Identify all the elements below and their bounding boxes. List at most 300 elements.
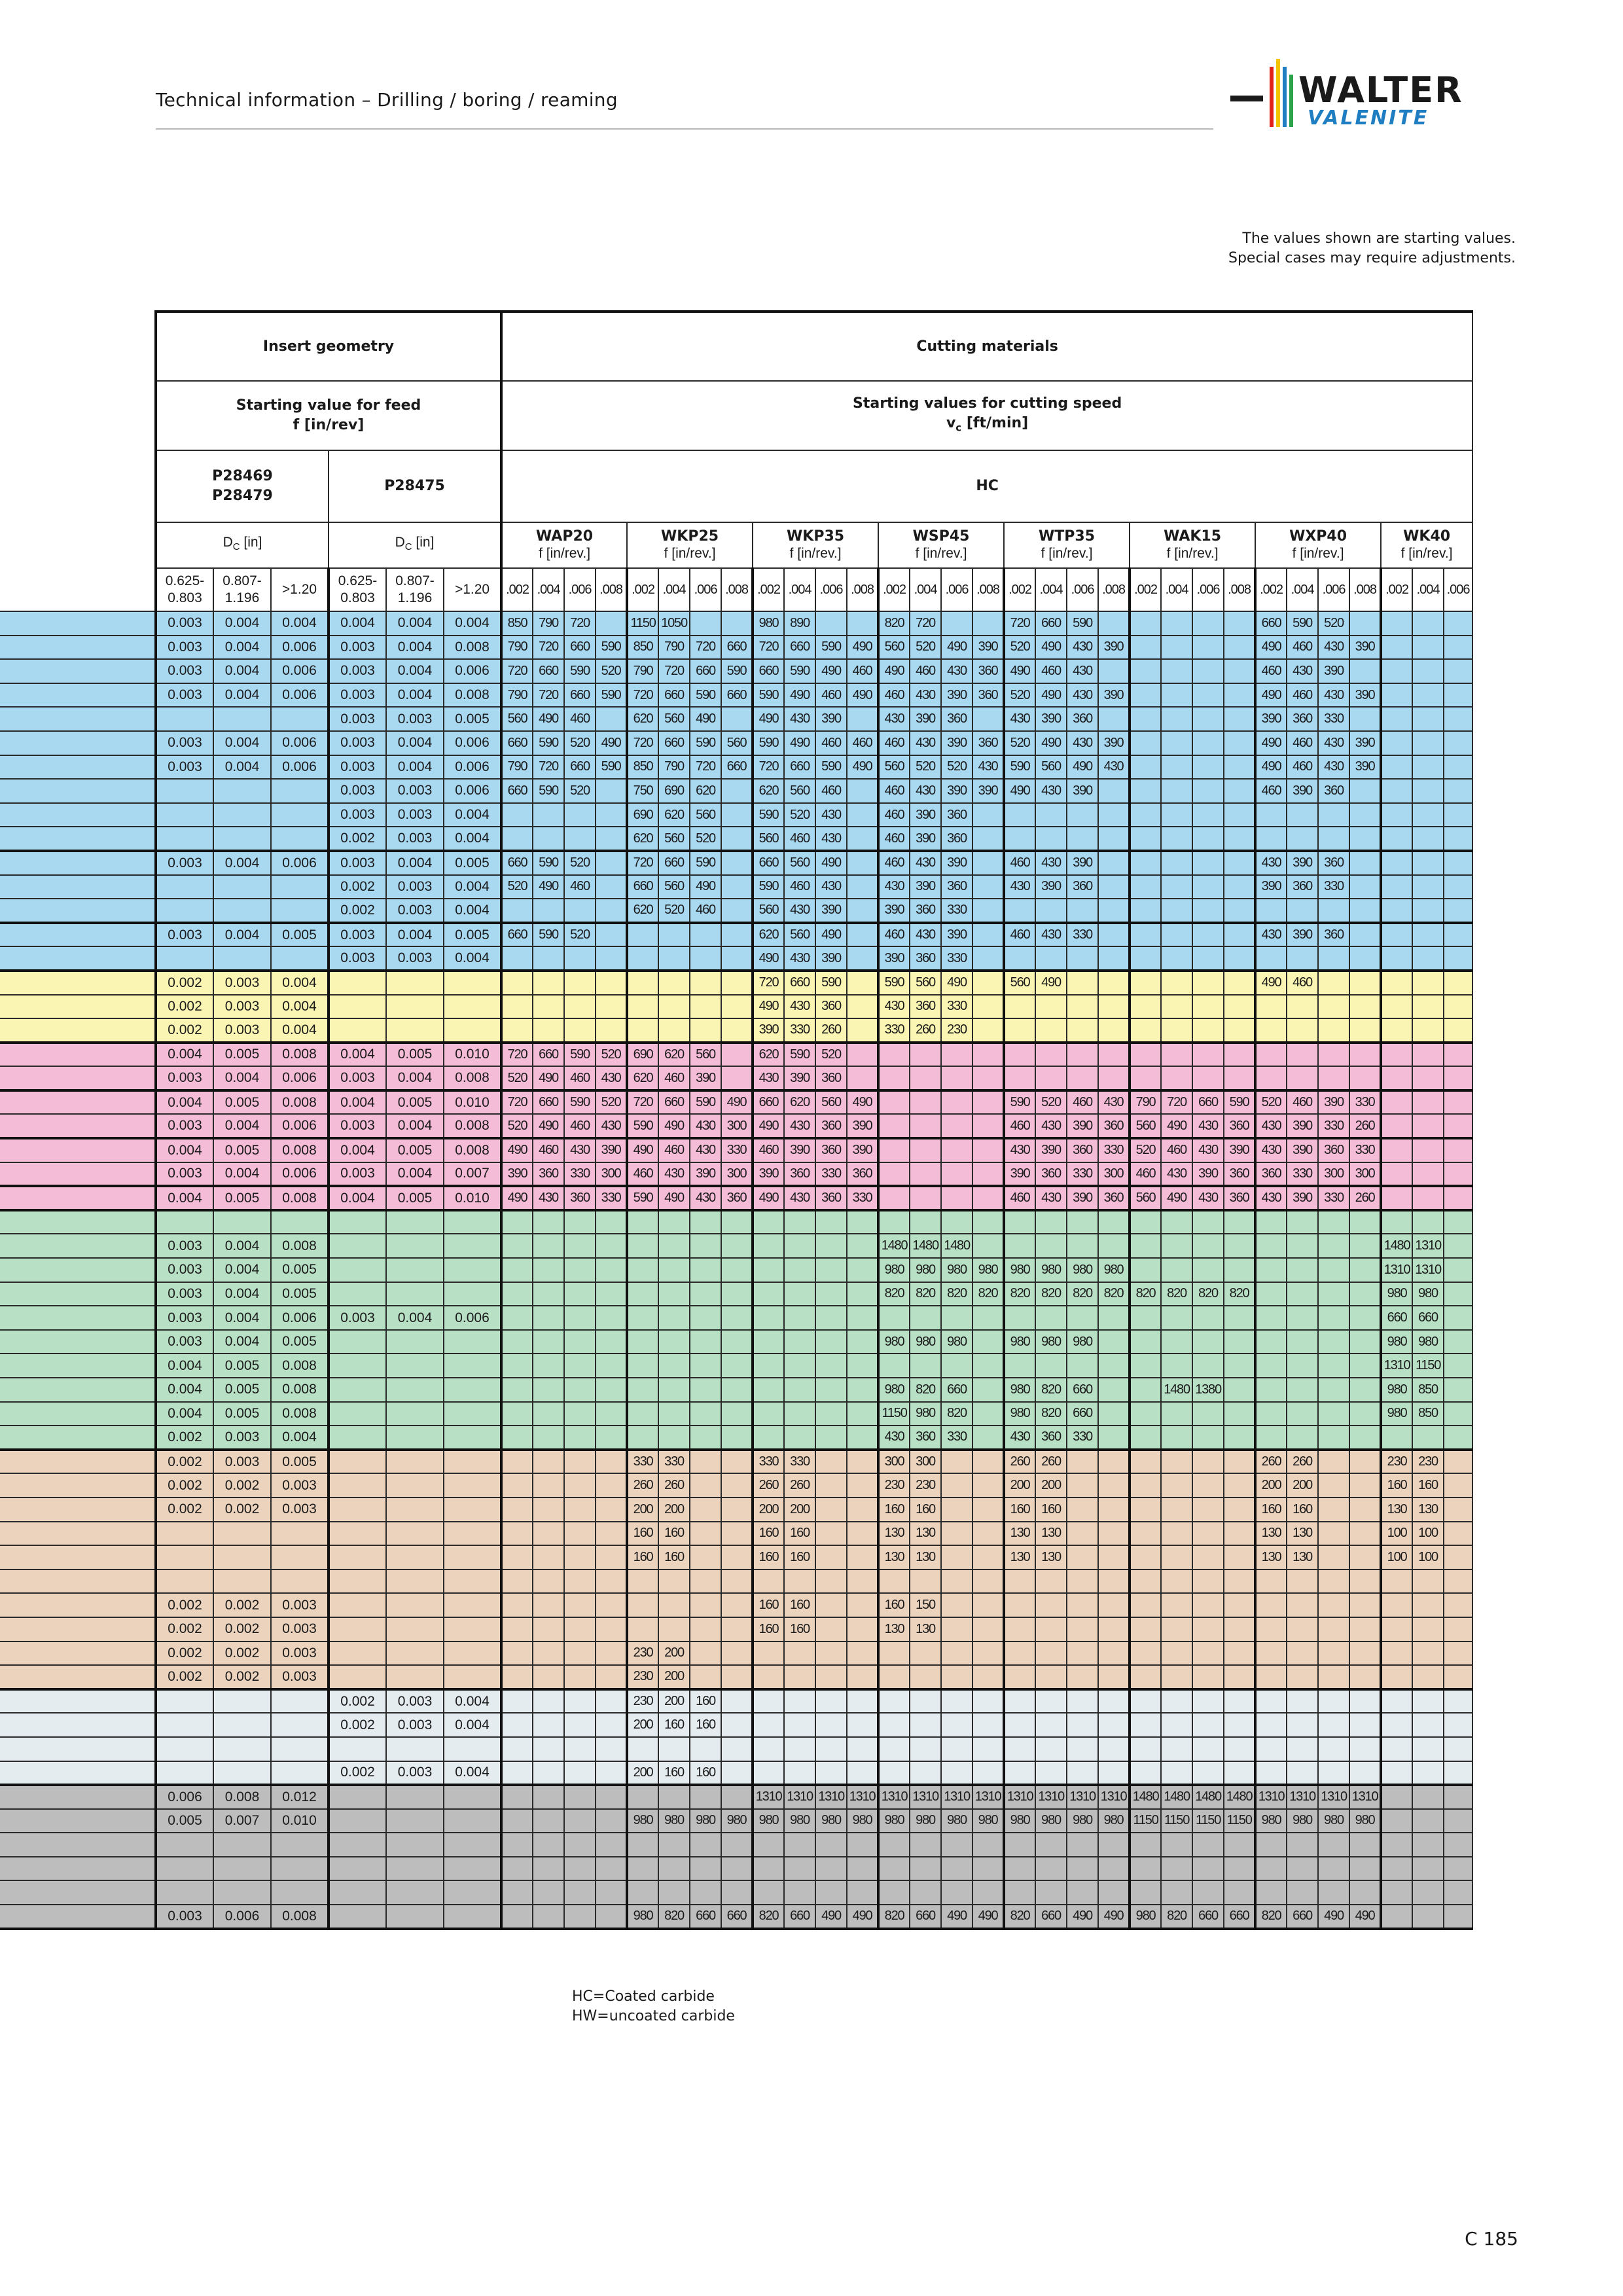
speed-value bbox=[847, 1545, 878, 1570]
speed-value bbox=[533, 1018, 564, 1043]
speed-value: 200 bbox=[627, 1498, 658, 1522]
speed-value: 660 bbox=[784, 755, 815, 780]
table-row bbox=[0, 1857, 1472, 1881]
speed-value bbox=[753, 1570, 784, 1594]
speed-value: 1310 bbox=[910, 1785, 941, 1809]
speed-value bbox=[533, 995, 564, 1019]
speed-value bbox=[1349, 779, 1381, 803]
speed-value: 360 bbox=[972, 659, 1004, 683]
table-row bbox=[0, 1330, 1472, 1354]
speed-value: 490 bbox=[753, 707, 784, 731]
speed-value: 660 bbox=[1035, 611, 1067, 636]
speed-value: 230 bbox=[627, 1689, 658, 1713]
speed-value: 520 bbox=[596, 1043, 627, 1067]
speed-value bbox=[941, 1450, 972, 1474]
table-row bbox=[0, 1761, 1472, 1785]
speed-value: 430 bbox=[596, 1066, 627, 1090]
speed-value: 660 bbox=[784, 1905, 815, 1929]
speed-value: 980 bbox=[1035, 1809, 1067, 1833]
speed-value bbox=[1192, 1570, 1224, 1594]
feed-value bbox=[386, 1378, 444, 1402]
feed-value: 0.002 bbox=[156, 995, 213, 1019]
speed-value: 430 bbox=[1098, 1090, 1130, 1115]
speed-value bbox=[721, 1689, 753, 1713]
speed-value bbox=[501, 1473, 533, 1498]
speed-value bbox=[690, 611, 721, 636]
feed-value bbox=[444, 1210, 501, 1234]
speed-value: 490 bbox=[1255, 755, 1287, 780]
feed-value: 0.005 bbox=[156, 1809, 213, 1833]
speed-value: 980 bbox=[941, 1809, 972, 1833]
row-color-band bbox=[0, 611, 156, 636]
speed-value: 1310 bbox=[1381, 1354, 1412, 1378]
speed-value: 300 bbox=[910, 1450, 941, 1474]
feed-value bbox=[271, 803, 329, 827]
speed-value bbox=[1318, 1210, 1349, 1234]
speed-value bbox=[1444, 707, 1472, 731]
speed-value bbox=[596, 1522, 627, 1546]
speed-value bbox=[1224, 1641, 1255, 1666]
speed-value bbox=[753, 1330, 784, 1354]
speed-value: 490 bbox=[815, 1905, 847, 1929]
feed-value bbox=[271, 875, 329, 899]
speed-value bbox=[1161, 1689, 1192, 1713]
speed-value bbox=[533, 1210, 564, 1234]
speed-value bbox=[1192, 1330, 1224, 1354]
speed-value: 460 bbox=[878, 779, 910, 803]
speed-value bbox=[1255, 1857, 1287, 1881]
speed-value bbox=[1349, 875, 1381, 899]
speed-value bbox=[1192, 875, 1224, 899]
speed-value: 360 bbox=[815, 1114, 847, 1138]
speed-value bbox=[1444, 1593, 1472, 1617]
feed-value bbox=[444, 1641, 501, 1666]
speed-value bbox=[1130, 1761, 1161, 1785]
speed-value: 390 bbox=[1318, 1090, 1349, 1115]
speed-value: 460 bbox=[1255, 779, 1287, 803]
speed-value: 620 bbox=[658, 1043, 690, 1067]
row-color-band bbox=[0, 1713, 156, 1737]
speed-value bbox=[658, 995, 690, 1019]
feed-value: 0.002 bbox=[329, 1761, 386, 1785]
speed-value bbox=[1412, 1090, 1444, 1115]
speed-value: 130 bbox=[878, 1617, 910, 1641]
table-header-row bbox=[0, 568, 1472, 611]
feed-value: 0.004 bbox=[156, 1378, 213, 1402]
speed-value bbox=[1035, 1306, 1067, 1330]
speed-value: 980 bbox=[910, 1330, 941, 1354]
speed-value: 980 bbox=[721, 1809, 753, 1833]
speed-value: 620 bbox=[658, 803, 690, 827]
speed-value bbox=[1381, 1713, 1412, 1737]
speed-value: 300 bbox=[1349, 1162, 1381, 1187]
speed-value bbox=[533, 1737, 564, 1761]
feed-value bbox=[444, 1833, 501, 1857]
feed-value: 0.003 bbox=[156, 1114, 213, 1138]
speed-value bbox=[533, 1665, 564, 1689]
speed-value: 490 bbox=[941, 1905, 972, 1929]
speed-value bbox=[1067, 1641, 1098, 1666]
feed-value bbox=[213, 803, 271, 827]
speed-value bbox=[1224, 1018, 1255, 1043]
speed-value bbox=[627, 971, 658, 995]
speed-value bbox=[721, 803, 753, 827]
speed-value bbox=[847, 1498, 878, 1522]
speed-value bbox=[721, 1498, 753, 1522]
speed-value bbox=[1130, 1665, 1161, 1689]
speed-value: 660 bbox=[501, 851, 533, 875]
speed-value bbox=[596, 827, 627, 851]
speed-value: 330 bbox=[658, 1450, 690, 1474]
feed-value bbox=[213, 875, 271, 899]
speed-value bbox=[564, 1880, 596, 1905]
speed-value: 660 bbox=[533, 1090, 564, 1115]
speed-value bbox=[690, 1210, 721, 1234]
speed-value: 430 bbox=[910, 683, 941, 708]
speed-value: 560 bbox=[1035, 755, 1067, 780]
speed-value bbox=[1224, 875, 1255, 899]
table-row bbox=[0, 1665, 1472, 1689]
speed-value: 820 bbox=[1004, 1905, 1035, 1929]
speed-value bbox=[1349, 923, 1381, 947]
speed-value bbox=[627, 1880, 658, 1905]
speed-value: 590 bbox=[815, 755, 847, 780]
feed-value: 0.004 bbox=[213, 683, 271, 708]
speed-value bbox=[1224, 731, 1255, 755]
speed-value bbox=[564, 1306, 596, 1330]
speed-value bbox=[1444, 1426, 1472, 1450]
speed-value bbox=[1224, 1737, 1255, 1761]
speed-value: 660 bbox=[1067, 1378, 1098, 1402]
row-color-band bbox=[0, 1833, 156, 1857]
speed-value bbox=[1067, 1880, 1098, 1905]
speed-value bbox=[501, 1522, 533, 1546]
speed-value bbox=[1161, 1402, 1192, 1426]
speed-value bbox=[847, 1210, 878, 1234]
feed-value bbox=[329, 1545, 386, 1570]
speed-value bbox=[533, 899, 564, 923]
speed-value: 300 bbox=[721, 1162, 753, 1187]
speed-value: 360 bbox=[1067, 1138, 1098, 1162]
row-color-band bbox=[0, 1378, 156, 1402]
speed-value bbox=[1130, 1210, 1161, 1234]
table-row bbox=[0, 1809, 1472, 1833]
speed-value bbox=[1444, 1090, 1472, 1115]
speed-value bbox=[1098, 1689, 1130, 1713]
speed-value bbox=[1130, 1018, 1161, 1043]
speed-value bbox=[1412, 731, 1444, 755]
speed-value bbox=[1004, 1833, 1035, 1857]
speed-value: 330 bbox=[1349, 1138, 1381, 1162]
speed-value: 460 bbox=[910, 659, 941, 683]
speed-value bbox=[941, 1114, 972, 1138]
speed-value: 1310 bbox=[1035, 1785, 1067, 1809]
speed-value bbox=[941, 1522, 972, 1546]
speed-value bbox=[501, 1857, 533, 1881]
speed-value: 490 bbox=[1035, 731, 1067, 755]
speed-value bbox=[941, 1689, 972, 1713]
feed-column-header: .006 bbox=[1444, 568, 1472, 611]
feed-value bbox=[444, 1785, 501, 1809]
row-color-band bbox=[0, 971, 156, 995]
speed-value bbox=[753, 1306, 784, 1330]
speed-value bbox=[1287, 1857, 1318, 1881]
speed-value: 980 bbox=[753, 1809, 784, 1833]
feed-value: 0.008 bbox=[444, 1138, 501, 1162]
speed-value bbox=[1287, 1665, 1318, 1689]
speed-value: 1310 bbox=[753, 1785, 784, 1809]
speed-value: 490 bbox=[753, 995, 784, 1019]
speed-value bbox=[1161, 851, 1192, 875]
feed-value: 0.004 bbox=[386, 659, 444, 683]
speed-value bbox=[1381, 1066, 1412, 1090]
speed-value: 620 bbox=[627, 1066, 658, 1090]
speed-value bbox=[721, 1522, 753, 1546]
speed-value bbox=[564, 1857, 596, 1881]
speed-value: 160 bbox=[658, 1545, 690, 1570]
speed-value bbox=[1412, 1114, 1444, 1138]
speed-value bbox=[1192, 1737, 1224, 1761]
speed-value bbox=[1381, 1737, 1412, 1761]
row-color-band bbox=[0, 1761, 156, 1785]
speed-value: 330 bbox=[564, 1162, 596, 1187]
speed-value bbox=[1192, 971, 1224, 995]
feed-value: 0.004 bbox=[213, 923, 271, 947]
feed-value bbox=[213, 1522, 271, 1546]
speed-value: 720 bbox=[501, 1090, 533, 1115]
feed-value bbox=[329, 1833, 386, 1857]
feed-header: Starting value for feed f [in/rev] bbox=[156, 381, 501, 450]
speed-value bbox=[564, 1258, 596, 1282]
speed-value: 490 bbox=[847, 683, 878, 708]
speed-value bbox=[753, 1426, 784, 1450]
speed-value bbox=[1412, 779, 1444, 803]
speed-value bbox=[1192, 636, 1224, 660]
feed-value: 0.004 bbox=[156, 1043, 213, 1067]
speed-value: 490 bbox=[1255, 683, 1287, 708]
feed-value: 0.003 bbox=[213, 1426, 271, 1450]
speed-value: 460 bbox=[690, 899, 721, 923]
speed-value bbox=[1224, 923, 1255, 947]
speed-value: 360 bbox=[1035, 1426, 1067, 1450]
speed-value bbox=[1130, 1354, 1161, 1378]
speed-value: 490 bbox=[690, 875, 721, 899]
speed-value: 1150 bbox=[1224, 1809, 1255, 1833]
speed-value bbox=[1130, 1689, 1161, 1713]
speed-value: 720 bbox=[501, 1043, 533, 1067]
speed-value bbox=[1381, 731, 1412, 755]
speed-value bbox=[847, 1354, 878, 1378]
feed-value bbox=[329, 1378, 386, 1402]
speed-value bbox=[815, 1378, 847, 1402]
speed-value bbox=[564, 1905, 596, 1929]
speed-value: 590 bbox=[690, 1090, 721, 1115]
feed-value bbox=[444, 1258, 501, 1282]
speed-value bbox=[501, 1210, 533, 1234]
speed-value bbox=[1067, 1234, 1098, 1258]
speed-value: 720 bbox=[627, 851, 658, 875]
speed-value: 360 bbox=[564, 1186, 596, 1210]
speed-value: 660 bbox=[658, 731, 690, 755]
feed-value: 0.003 bbox=[156, 755, 213, 780]
speed-value: 260 bbox=[627, 1473, 658, 1498]
feed-column-header: .004 bbox=[910, 568, 941, 611]
speed-value: 1310 bbox=[1067, 1785, 1098, 1809]
feed-value: 0.004 bbox=[156, 1138, 213, 1162]
row-color-band bbox=[0, 1090, 156, 1115]
speed-value bbox=[1255, 1234, 1287, 1258]
speed-value: 890 bbox=[784, 611, 815, 636]
table-row bbox=[0, 1880, 1472, 1905]
speed-value bbox=[847, 1258, 878, 1282]
speed-value: 660 bbox=[941, 1378, 972, 1402]
speed-value: 460 bbox=[564, 875, 596, 899]
speed-value bbox=[1318, 1713, 1349, 1737]
speed-value bbox=[1035, 1833, 1067, 1857]
svg-text:VALENITE: VALENITE bbox=[1308, 107, 1429, 130]
feed-value: 0.006 bbox=[271, 851, 329, 875]
speed-value bbox=[1412, 1785, 1444, 1809]
feed-value bbox=[386, 1737, 444, 1761]
speed-value bbox=[1287, 1258, 1318, 1282]
speed-value bbox=[1349, 1737, 1381, 1761]
speed-value bbox=[1098, 1306, 1130, 1330]
speed-value: 980 bbox=[1067, 1330, 1098, 1354]
speed-value: 260 bbox=[1255, 1450, 1287, 1474]
speed-value bbox=[1412, 1641, 1444, 1666]
speed-value bbox=[1412, 1138, 1444, 1162]
speed-value bbox=[847, 1665, 878, 1689]
speed-value bbox=[1224, 1473, 1255, 1498]
feed-value: 0.004 bbox=[213, 1306, 271, 1330]
speed-value bbox=[1444, 1473, 1472, 1498]
feed-value bbox=[213, 779, 271, 803]
speed-value bbox=[1192, 995, 1224, 1019]
speed-value bbox=[878, 1066, 910, 1090]
speed-value bbox=[596, 1593, 627, 1617]
speed-value bbox=[847, 1330, 878, 1354]
speed-value bbox=[627, 1378, 658, 1402]
feed-value: 0.008 bbox=[271, 1138, 329, 1162]
speed-value bbox=[501, 1354, 533, 1378]
speed-value: 390 bbox=[1035, 875, 1067, 899]
speed-value bbox=[941, 1641, 972, 1666]
speed-value: 430 bbox=[972, 755, 1004, 780]
speed-value bbox=[1130, 707, 1161, 731]
speed-value: 660 bbox=[690, 659, 721, 683]
speed-value bbox=[784, 1234, 815, 1258]
speed-value bbox=[847, 1737, 878, 1761]
speed-value bbox=[1130, 1522, 1161, 1546]
speed-value: 490 bbox=[1067, 1905, 1098, 1929]
speed-value bbox=[1318, 899, 1349, 923]
speed-value bbox=[721, 1545, 753, 1570]
speed-value: 300 bbox=[878, 1450, 910, 1474]
speed-value bbox=[1381, 636, 1412, 660]
speed-value bbox=[596, 1473, 627, 1498]
speed-value bbox=[1067, 1713, 1098, 1737]
speed-value bbox=[1224, 1043, 1255, 1067]
speed-value bbox=[784, 1282, 815, 1306]
speed-value bbox=[753, 1378, 784, 1402]
speed-value bbox=[501, 1018, 533, 1043]
speed-value: 820 bbox=[753, 1905, 784, 1929]
speed-value bbox=[721, 827, 753, 851]
speed-value bbox=[690, 1737, 721, 1761]
speed-value bbox=[847, 1689, 878, 1713]
speed-value bbox=[1412, 899, 1444, 923]
speed-value bbox=[1161, 1234, 1192, 1258]
feed-value bbox=[444, 1905, 501, 1929]
speed-value bbox=[753, 1880, 784, 1905]
speed-value bbox=[1381, 827, 1412, 851]
speed-value: 360 bbox=[1224, 1186, 1255, 1210]
speed-value: 160 bbox=[753, 1593, 784, 1617]
speed-value bbox=[1004, 1713, 1035, 1737]
speed-value bbox=[1130, 995, 1161, 1019]
speed-value bbox=[1318, 1737, 1349, 1761]
speed-value bbox=[1444, 1833, 1472, 1857]
speed-value: 390 bbox=[815, 707, 847, 731]
row-color-band bbox=[0, 899, 156, 923]
speed-value bbox=[1287, 995, 1318, 1019]
feed-value: 0.004 bbox=[213, 1258, 271, 1282]
feed-value bbox=[386, 1809, 444, 1833]
speed-value: 150 bbox=[910, 1593, 941, 1617]
speed-value bbox=[1318, 1234, 1349, 1258]
speed-value bbox=[501, 1785, 533, 1809]
speed-value bbox=[1287, 1593, 1318, 1617]
speed-value bbox=[501, 1258, 533, 1282]
speed-value bbox=[1130, 946, 1161, 971]
speed-value: 460 bbox=[1287, 1090, 1318, 1115]
speed-value bbox=[910, 1210, 941, 1234]
speed-value bbox=[847, 611, 878, 636]
speed-value bbox=[1287, 1833, 1318, 1857]
speed-value bbox=[1161, 1641, 1192, 1666]
speed-value bbox=[501, 1880, 533, 1905]
table-row bbox=[0, 1306, 1472, 1330]
speed-value: 720 bbox=[753, 755, 784, 780]
row-color-band bbox=[0, 1258, 156, 1282]
speed-value: 390 bbox=[1067, 1114, 1098, 1138]
speed-value: 790 bbox=[1130, 1090, 1161, 1115]
speed-value bbox=[658, 1018, 690, 1043]
feed-value: 0.004 bbox=[386, 851, 444, 875]
speed-value bbox=[1349, 1450, 1381, 1474]
speed-value bbox=[1444, 899, 1472, 923]
speed-value bbox=[815, 1761, 847, 1785]
feed-value bbox=[156, 1833, 213, 1857]
speed-value bbox=[753, 1737, 784, 1761]
speed-value: 660 bbox=[1224, 1905, 1255, 1929]
speed-value bbox=[1349, 1354, 1381, 1378]
speed-value bbox=[1192, 611, 1224, 636]
speed-value bbox=[627, 1234, 658, 1258]
speed-value: 300 bbox=[596, 1162, 627, 1187]
speed-value bbox=[721, 1833, 753, 1857]
speed-value bbox=[1318, 1402, 1349, 1426]
speed-value: 430 bbox=[1318, 755, 1349, 780]
speed-value bbox=[658, 1617, 690, 1641]
speed-value: 620 bbox=[627, 899, 658, 923]
speed-value bbox=[1287, 803, 1318, 827]
speed-value: 460 bbox=[1004, 851, 1035, 875]
size-column-header: 0.625- 0.803 bbox=[156, 568, 213, 611]
speed-value bbox=[690, 946, 721, 971]
speed-value bbox=[1444, 1282, 1472, 1306]
table-row bbox=[0, 1426, 1472, 1450]
